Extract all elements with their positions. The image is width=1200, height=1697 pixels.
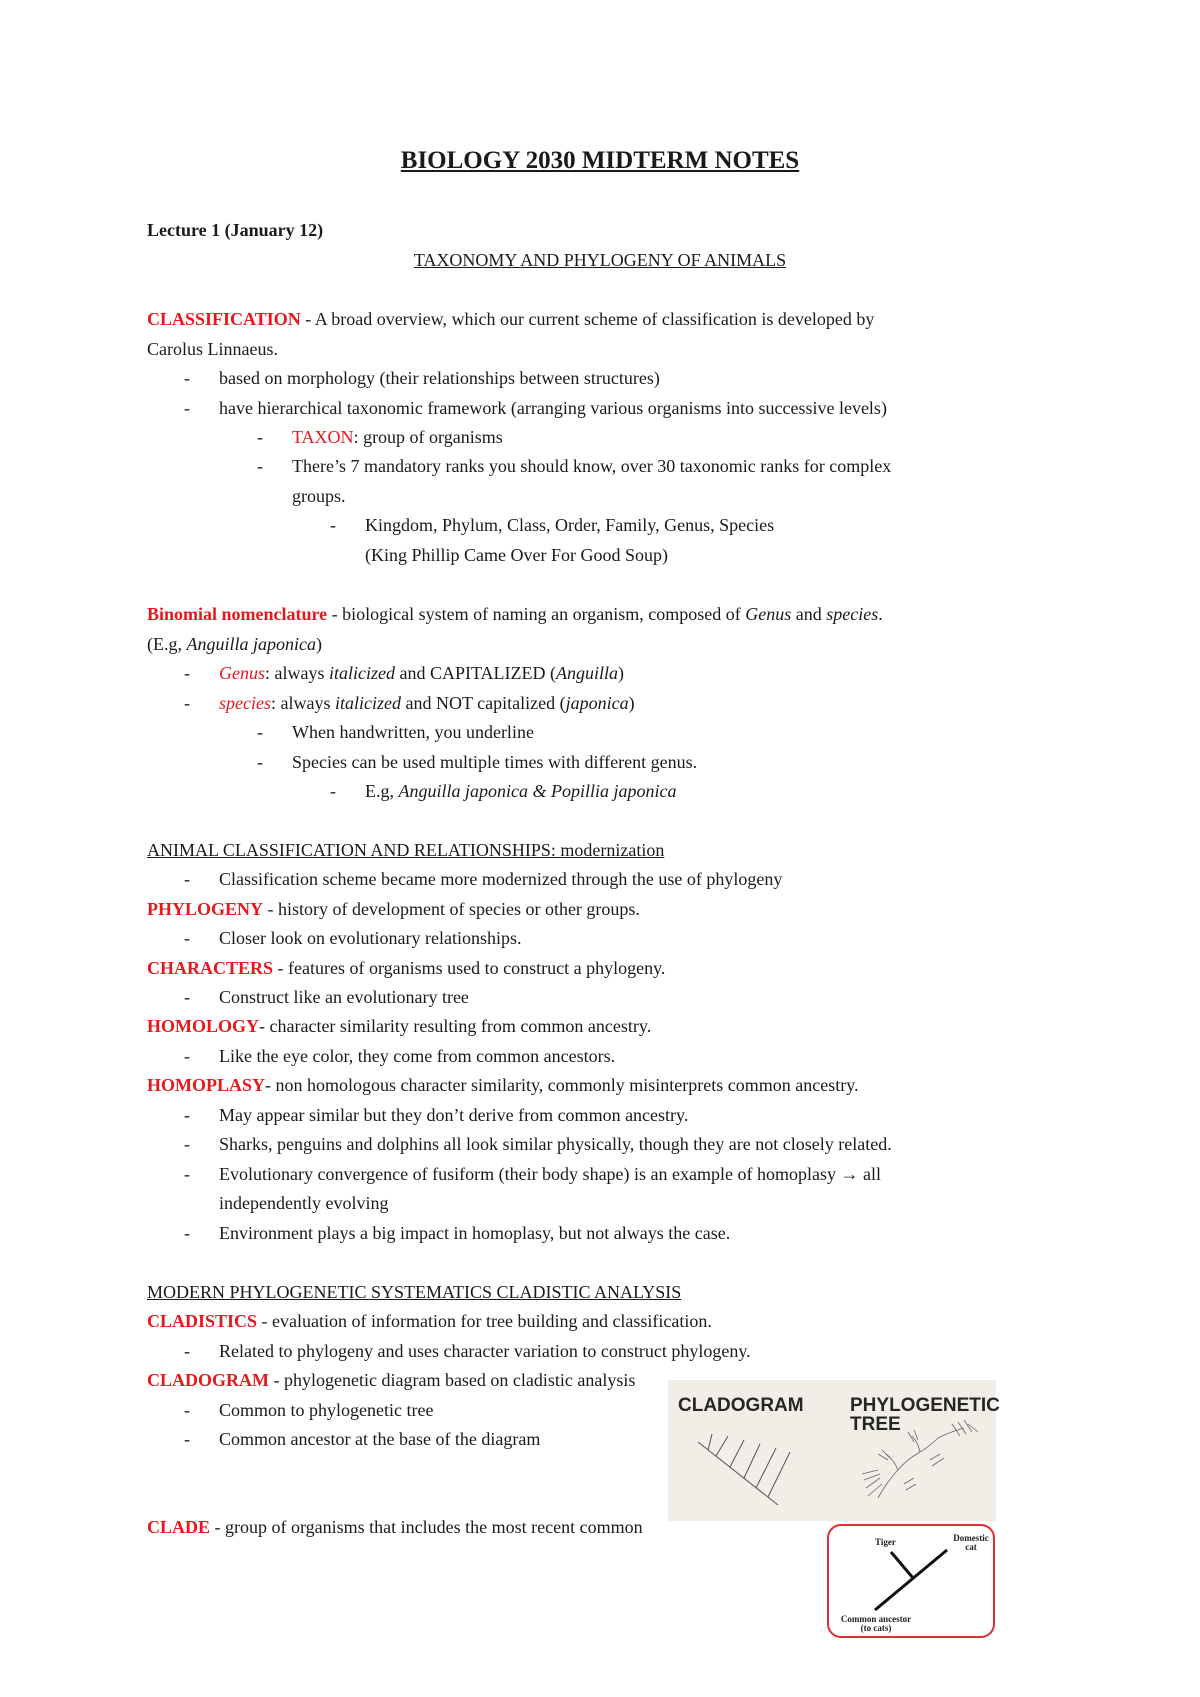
example-prefix: E.g, — [365, 781, 399, 801]
common-ancestor-label-1: Common ancestor — [840, 1614, 912, 1624]
taxon-term: TAXON — [292, 427, 354, 447]
bullet-dash: - — [184, 1400, 190, 1420]
taxon-definition: : group of organisms — [353, 427, 503, 447]
species-rule — [219, 692, 635, 714]
bullet-dash: - — [184, 1223, 190, 1243]
tiger-label: Tiger — [875, 1537, 896, 1547]
cladogram-vs-tree-figure — [668, 1380, 1000, 1521]
close-paren: ) — [618, 663, 625, 683]
classification-bullet-morphology: based on morphology (their relationships between structures) — [219, 368, 660, 388]
ranks-list: Kingdom, Phylum, Class, Order, Family, Genus, Species — [365, 515, 775, 535]
cladogram-paragraph — [147, 1369, 635, 1391]
italicized-word: italicized — [328, 663, 395, 683]
characters-term: CHARACTERS — [147, 958, 274, 978]
classification-term: CLASSIFICATION — [147, 309, 301, 329]
characters-paragraph — [147, 957, 665, 979]
cladogram-figure-label: CLADOGRAM — [678, 1395, 804, 1416]
genus-rule-text-2: and CAPITALIZED ( — [394, 663, 557, 683]
bullet-dash: - — [257, 722, 263, 742]
phylogenetic-tree-drawing — [862, 1420, 978, 1498]
bullet-dash: - — [184, 368, 190, 388]
handwritten-note: When handwritten, you underline — [292, 722, 534, 742]
bullet-dash: - — [257, 752, 263, 772]
bullet-dash: - — [184, 1046, 190, 1066]
clade-paragraph — [147, 1516, 643, 1538]
period: . — [878, 604, 883, 624]
ranks-mnemonic: (King Phillip Came Over For Good Soup) — [365, 545, 668, 565]
cladogram-bullet-2: Common ancestor at the base of the diagram — [219, 1429, 541, 1449]
domestic-cat-label-1: Domestic — [953, 1533, 989, 1543]
classification-paragraph — [147, 308, 874, 330]
bullet-dash: - — [184, 869, 190, 889]
homoplasy-definition: - non homologous character similarity, commonly misinterprets common ancestry. — [265, 1075, 859, 1095]
genus-example: Anguilla — [556, 663, 619, 683]
clade-figure — [827, 1524, 995, 1638]
homology-bullet: Like the eye color, they come from common ancestors. — [219, 1046, 616, 1066]
phylogeny-definition: - history of development of species or other groups. — [263, 899, 640, 919]
cladistics-bullet: Related to phylogeny and uses character variation to construct phylogeny. — [219, 1341, 751, 1361]
homoplasy-bullet-4: Environment plays a big impact in homoplasy, but not always the case. — [219, 1223, 731, 1243]
bullet-dash: - — [184, 928, 190, 948]
homoplasy-bullet-2: Sharks, penguins and dolphins all look similar physically, though they are not closely related. — [219, 1134, 892, 1154]
bullet-dash: - — [257, 427, 263, 447]
homoplasy-bullet-3: Evolutionary convergence of fusiform (their body shape) is an example of homoplasy → all — [219, 1164, 881, 1184]
cladistics-definition: - evaluation of information for tree building and classification. — [257, 1311, 712, 1331]
species-word: species — [826, 604, 879, 624]
bullet-dash: - — [184, 693, 190, 713]
species-label: species — [219, 693, 271, 713]
classification-bullet-hierarchy: have hierarchical taxonomic framework (arranging various organisms into successive levels) — [219, 398, 887, 418]
section-subtitle: TAXONOMY AND PHYLOGENY OF ANIMALS — [413, 250, 787, 270]
cladogram-definition: - phylogenetic diagram based on cladistic analysis — [269, 1370, 636, 1390]
phylogeny-bullet: Closer look on evolutionary relationships. — [219, 928, 522, 948]
modern-heading: MODERN PHYLOGENETIC SYSTEMATICS CLADISTIC ANALYSIS — [147, 1282, 682, 1302]
binomial-term: Binomial nomenclature — [147, 604, 328, 624]
animal-heading: ANIMAL CLASSIFICATION AND RELATIONSHIPS: modernization — [147, 840, 665, 860]
bullet-dash: - — [257, 456, 263, 476]
bullet-dash: - — [330, 515, 336, 535]
binomial-definition: - biological system of naming an organism, composed of — [327, 604, 746, 624]
italicized-word: italicized — [334, 693, 401, 713]
species-example: japonica — [565, 693, 629, 713]
cladogram-drawing — [698, 1434, 790, 1505]
phylogenetic-figure-label-2: TREE — [850, 1414, 901, 1435]
homoplasy-paragraph — [147, 1074, 859, 1096]
multi-genus-note: Species can be used multiple times with different genus. — [292, 752, 698, 772]
taxon-bullet — [292, 426, 503, 448]
binomial-example — [147, 633, 322, 655]
genus-rule-text: : always — [265, 663, 329, 683]
ranks-bullet-cont: groups. — [292, 486, 346, 506]
homoplasy-bullet-3-cont: independently evolving — [219, 1193, 389, 1213]
species-rule-text-2: and NOT capitalized ( — [400, 693, 566, 713]
and-word: and — [791, 604, 827, 624]
example-open: (E.g, — [147, 634, 187, 654]
species-rule-text: : always — [270, 693, 335, 713]
common-ancestor-label-2: (to cats) — [860, 1623, 892, 1633]
classification-definition-cont: Carolus Linnaeus. — [147, 339, 278, 359]
phylogeny-term: PHYLOGENY — [147, 899, 264, 919]
bullet-dash: - — [184, 987, 190, 1007]
bullet-dash: - — [184, 1105, 190, 1125]
bullet-dash: - — [184, 1429, 190, 1449]
bullet-dash: - — [184, 1134, 190, 1154]
phylogeny-paragraph — [147, 898, 640, 920]
homology-paragraph — [147, 1015, 651, 1037]
bullet-dash: - — [330, 781, 336, 801]
binomial-paragraph — [147, 603, 883, 625]
example-close: ) — [316, 634, 322, 654]
bullet-dash: - — [184, 398, 190, 418]
close-paren: ) — [628, 693, 635, 713]
domestic-cat-label-2: cat — [965, 1542, 977, 1552]
clade-definition: - group of organisms that includes the most recent common — [210, 1517, 643, 1537]
document-title: BIOLOGY 2030 MIDTERM NOTES — [400, 147, 800, 174]
genus-word: Genus — [745, 604, 792, 624]
modernization-bullet: Classification scheme became more modernized through the use of phylogeny — [219, 869, 783, 889]
bullet-dash: - — [184, 1341, 190, 1361]
bullet-dash: - — [184, 663, 190, 683]
bullet-dash: - — [184, 1164, 190, 1184]
cladistics-term: CLADISTICS — [147, 1311, 258, 1331]
genus-rule — [219, 662, 624, 684]
classification-definition: - A broad overview, which our current scheme of classification is developed by — [300, 309, 875, 329]
homology-definition: - character similarity resulting from common ancestry. — [259, 1016, 652, 1036]
homoplasy-term: HOMOPLASY — [147, 1075, 266, 1095]
characters-definition: - features of organisms used to construct a phylogeny. — [273, 958, 666, 978]
clade-term: CLADE — [147, 1517, 211, 1537]
cladogram-bullet-1: Common to phylogenetic tree — [219, 1400, 434, 1420]
lecture-heading: Lecture 1 (January 12) — [147, 220, 324, 240]
cladogram-term: CLADOGRAM — [147, 1370, 269, 1390]
multi-genus-example — [365, 780, 676, 802]
cladistics-paragraph — [147, 1310, 712, 1332]
characters-bullet: Construct like an evolutionary tree — [219, 987, 469, 1007]
clade-drawing — [829, 1526, 993, 1636]
homology-term: HOMOLOGY — [147, 1016, 259, 1036]
tree-drawings — [668, 1380, 996, 1521]
ranks-bullet: There’s 7 mandatory ranks you should know, over 30 taxonomic ranks for complex — [292, 456, 892, 476]
example-name: Anguilla japonica — [186, 634, 316, 654]
example-names: Anguilla japonica & Popillia japonica — [398, 781, 677, 801]
phylogenetic-figure-label-1: PHYLOGENETIC — [850, 1395, 1000, 1416]
genus-label: Genus — [219, 663, 265, 683]
homoplasy-bullet-1: May appear similar but they don’t derive from common ancestry. — [219, 1105, 689, 1125]
